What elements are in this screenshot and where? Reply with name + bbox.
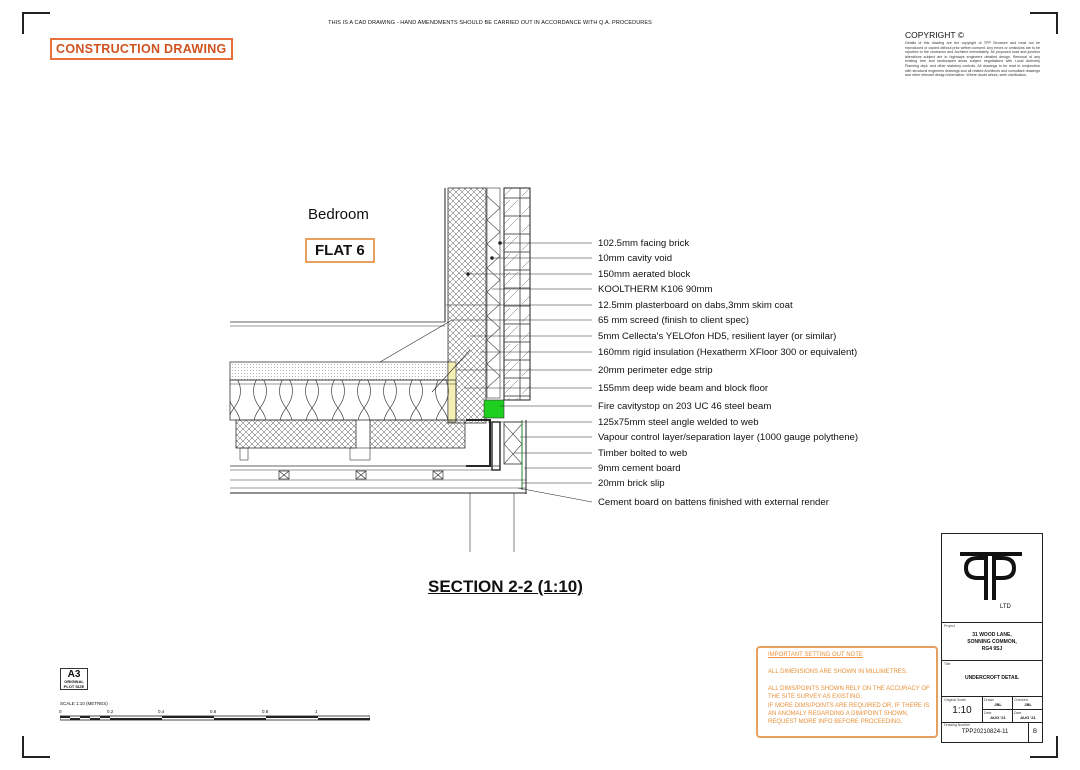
note-line: ALL DIMENSIONS ARE SHOWN IN MILLIMETRES. bbox=[768, 669, 908, 675]
callout-steel-angle: 125x75mm steel angle welded to web bbox=[598, 417, 759, 428]
callout-facing-brick: 102.5mm facing brick bbox=[598, 238, 690, 249]
drawing-number: TPP20210824-11 bbox=[961, 729, 1009, 735]
original-scale: 1:10 bbox=[952, 705, 972, 716]
scale-field-label: Original Scale bbox=[944, 698, 966, 702]
callout-aerated-block: 150mm aerated block bbox=[598, 269, 691, 280]
callout-kooltherm: KOOLTHERM K106 90mm bbox=[598, 284, 713, 295]
callout-timber: Timber bolted to web bbox=[598, 448, 688, 459]
drawing-no-label: Drawing Number bbox=[944, 723, 971, 727]
callout-edge-strip: 20mm perimeter edge strip bbox=[598, 365, 713, 376]
date-label-2: Date bbox=[1014, 711, 1022, 715]
copyright-body: Details of this drawing are the copyright of TPP Structure and must not be reproduced or copied without prior written consent. Any errors or omissions are to be reported to the contractor and Architect immediately. All proposed road and junction alterations subject are to highways engineers detailed design. Removal of any existing tree and landscaped areas subject negotiations with Local Authority Planning dept. and other statutory controls. All drawings to be read in conjunction with structural engineers drawings and all related Architects and consultant drawings and other relevant design information. Where doubt arises, seek clarification. bbox=[905, 41, 1040, 78]
date-1: AUG '21 bbox=[990, 715, 1006, 720]
tb-vline bbox=[1012, 696, 1013, 722]
callout-external-render: Cement board on battens finished with external render bbox=[598, 497, 829, 508]
note-line: AN ANOMALY REGARDING A DIM/POINT SHOWN, bbox=[768, 711, 909, 717]
callout-resilient-layer: 5mm Cellecta's YELOfon HD5, resilient layer (or similar) bbox=[598, 331, 837, 342]
scale-label: SCALE 1:10 (METRES) bbox=[60, 701, 108, 706]
callout-screed: 65 mm screed (finish to client spec) bbox=[598, 315, 749, 326]
plot-size-box bbox=[60, 668, 88, 690]
title-block bbox=[941, 533, 1043, 743]
setting-out-note bbox=[756, 646, 938, 738]
drawn-label: Drawn bbox=[984, 698, 995, 702]
tb-vline bbox=[982, 696, 983, 722]
checked-by: JBL bbox=[1024, 702, 1032, 707]
note-line: ALL DIMS/POINTS SHOWN RELY ON THE ACCURACY OF bbox=[768, 686, 930, 692]
callout-beam-block: 155mm deep wide beam and block floor bbox=[598, 383, 769, 394]
construction-drawing-stamp: CONSTRUCTION DRAWING bbox=[50, 38, 233, 60]
plot-size: A3 bbox=[61, 669, 87, 680]
callout-plasterboard: 12.5mm plasterboard on dabs,3mm skim coat bbox=[598, 300, 793, 311]
callout-brick-slip: 20mm brick slip bbox=[598, 478, 665, 489]
logo-sub: LTD bbox=[1000, 604, 1011, 610]
plot-size-sub1: ORIGINAL bbox=[64, 679, 84, 684]
drawing-title: UNDERCROFT DETAIL bbox=[964, 675, 1020, 681]
note-line: IF MORE DIMS/POINTS ARE REQUIRED OR, IF THERE IS bbox=[768, 703, 930, 709]
section-title: SECTION 2-2 (1:10) bbox=[428, 577, 583, 596]
callout-cavity-void: 10mm cavity void bbox=[598, 253, 673, 264]
company-logo bbox=[956, 548, 1028, 610]
tb-divider bbox=[942, 622, 1042, 623]
tb-divider bbox=[942, 696, 1042, 697]
scale-tick-3: 0.6 bbox=[210, 709, 217, 714]
project-label: Project bbox=[944, 624, 955, 628]
checked-label: Checked bbox=[1014, 698, 1028, 702]
room-label: Bedroom bbox=[308, 206, 369, 223]
note-line: REQUEST MORE INFO BEFORE PROCEEDING. bbox=[768, 719, 903, 725]
scale-tick-5: 1 bbox=[315, 709, 318, 714]
project-line1: 31 WOOD LANE, bbox=[972, 632, 1012, 638]
cad-note: THIS IS A CAD DRAWING - HAND AMENDMENTS SHOULD BE CARRIED OUT IN ACCORDANCE WITH Q.A. PROCEDURES bbox=[328, 20, 652, 26]
drawn-by: JBL bbox=[994, 702, 1002, 707]
callout-cement-board: 9mm cement board bbox=[598, 463, 681, 474]
scale-tick-2: 0.4 bbox=[158, 709, 165, 714]
scale-tick-4: 0.8 bbox=[262, 709, 269, 714]
scale-tick-1: 0.2 bbox=[107, 709, 114, 714]
revision: B bbox=[1032, 729, 1037, 735]
project-line3: RG4 9SJ bbox=[981, 646, 1003, 652]
title-label: Title bbox=[944, 662, 951, 666]
note-title: IMPORTANT SETTING OUT NOTE bbox=[768, 652, 863, 658]
project-line2: SONNING COMMON, bbox=[967, 639, 1017, 645]
date-label-1: Date bbox=[984, 711, 992, 715]
tb-divider bbox=[942, 660, 1042, 661]
callout-vapour-control: Vapour control layer/separation layer (1000 gauge polythene) bbox=[598, 432, 859, 443]
scale-bar bbox=[60, 715, 370, 723]
callout-fire-cavitystop: Fire cavitystop on 203 UC 46 steel beam bbox=[598, 401, 772, 412]
flat-label: FLAT 6 bbox=[305, 238, 375, 263]
date-2: AUG '21 bbox=[1020, 715, 1036, 720]
copyright-title: COPYRIGHT © bbox=[905, 30, 965, 40]
note-line: THE SITE SURVEY AS EXISTING. bbox=[768, 694, 862, 700]
callout-rigid-insulation: 160mm rigid insulation (Hexatherm XFloor 300 or equivalent) bbox=[598, 347, 858, 358]
plot-size-sub2: PLOT SIZE bbox=[63, 683, 85, 689]
scale-tick-0: 0 bbox=[59, 709, 62, 714]
